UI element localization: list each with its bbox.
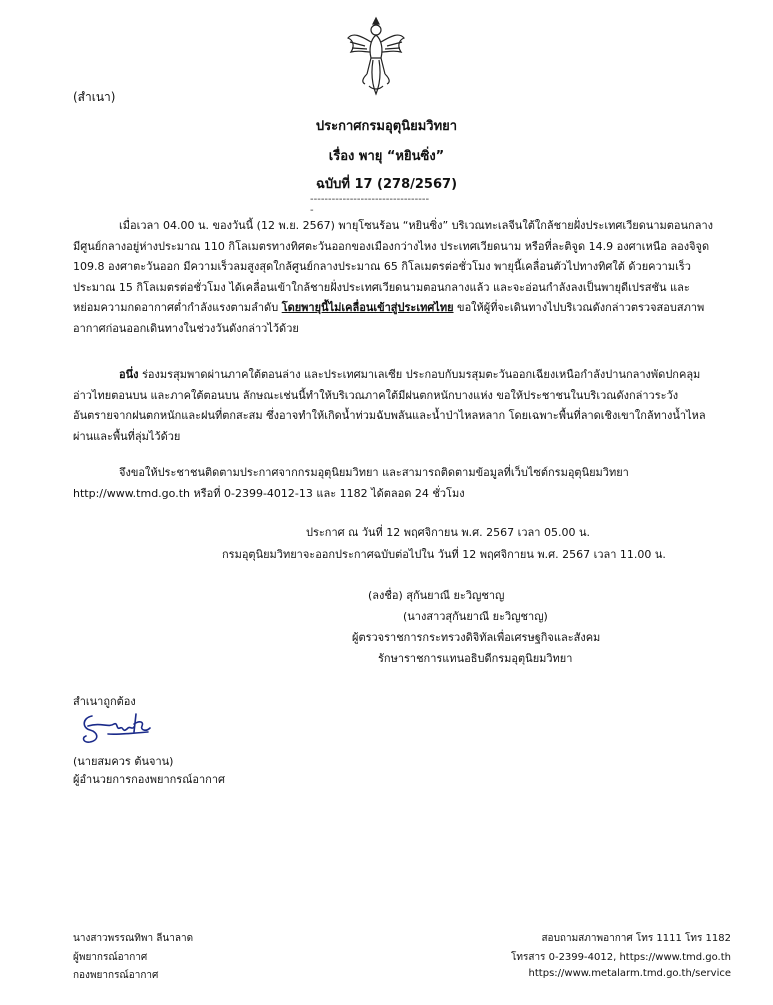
forecaster-division: กองพยากรณ์อากาศ: [73, 970, 159, 981]
announcement-date: ประกาศ ณ วันที่ 12 พฤศจิกายน พ.ศ. 2567 เวลา 05.00 น.: [306, 526, 590, 539]
copy-label: (สำเนา): [73, 90, 116, 104]
signatory-name: (นางสาวสุกันยาณี ยะวิญชาญ): [403, 610, 548, 623]
certified-label: สำเนาถูกต้อง: [73, 695, 136, 708]
subject-line: เรื่อง พายุ “หยินซิ่ง”: [328, 149, 445, 164]
handwritten-signature: [78, 708, 158, 746]
issue-number: ฉบับที่ 17 (278/2567): [315, 177, 458, 192]
contact-service-link[interactable]: https://www.metalarm.tmd.go.th/service: [528, 968, 731, 979]
forecaster-role: ผู้พยากรณ์อากาศ: [73, 952, 148, 963]
paragraph-text: จึงขอให้ประชาชนติดตามประกาศจากกรมอุตุนิยมวิทยา และสามารถติดตามข้อมูลที่เว็บไซต์กรมอุตุนิยมวิทยา http://www.tmd.go.th หรือที่ 0-2399-4012-13 และ 1182 ได้ตลอด 24 ชั่วโมง: [73, 466, 629, 500]
paragraph-text: เมื่อเวลา 04.00 น. ของวันนี้ (12 พ.ย. 2567) พายุโซนร้อน “หยินซิ่ง” บริเวณทะเลจีนใต้ใกล้ชายฝั่งประเทศเวียดนามตอนกลาง มีศูนย์กลางอยู่ห่างประมาณ 110 กิโลเมตรทางทิศตะวันออกของเมืองกว่างไหง ประเทศเวียดนาม หรือที่ละติจูด 14.9 องศาเหนือ ลองจิจูด 109.8 องศาตะวันออก มีความเร็วลมสูงสุดใกล้ศูนย์กลางประมาณ 65 กิโลเมตรต่อชั่วโมง พายุนี้เคลื่อนตัวไปทางทิศใต้ ด้วยความเร็วประมาณ 15 กิโลเมตรต่อชั่วโมง ได้เคลื่อนเข้าใกล้ชายฝั่งประเทศเวียดนามตอนกลางแล้ว และจะอ่อนกำลังลงเป็นพายุดีเปรสชัน และหย่อมความกดอากาศต่ำกำลังแรงตามลำดับ: [73, 219, 714, 315]
signatory-acting-position: รักษาราชการแทนอธิบดีกรมอุตุนิยมวิทยา: [378, 652, 573, 665]
forecaster-name: นางสาวพรรณทิพา ลีนาลาด: [73, 933, 194, 944]
paragraph-monsoon: [73, 365, 713, 447]
paragraph-tail: ขอให้ผู้ที่จะเดินทางไปบริเวณดังกล่าวตรวจสอบสภาพอากาศก่อนออกเดินทางในช่วงวันดังกล่าวไว้ด้วย: [73, 301, 705, 335]
contact-fax-web: โทรสาร 0-2399-4012, https://www.tmd.go.th: [511, 952, 731, 963]
signed-line: (ลงชื่อ) สุกันยาณี ยะวิญชาญ: [368, 589, 505, 602]
paragraph-lead: อนึ่ง: [119, 368, 139, 381]
certifier-position: ผู้อำนวยการกองพยากรณ์อากาศ: [73, 773, 226, 786]
signatory-position: ผู้ตรวจราชการกระทรวงดิจิทัลเพื่อเศรษฐกิจและสังคม: [352, 631, 601, 644]
emphasis-text: โดยพายุนี้ไม่เคลื่อนเข้าสู่ประเทศไทย: [281, 301, 454, 315]
paragraph-text: ร่องมรสุมพาดผ่านภาคใต้ตอนล่าง และประเทศมาเลเซีย ประกอบกับมรสุมตะวันออกเฉียงเหนือกำลังปานกลางพัดปกคลุมอ่าวไทยตอนบน และภาคใต้ตอนบน ลักษณะเช่นนี้ทำให้บริเวณภาคใต้มีฝนตกหนักบางแห่ง ขอให้ประชาชนในบริเวณดังกล่าวระวังอันตรายจากฝนตกหนักและฝนที่ตกสะสม ซึ่งอาจทำให้เกิดน้ำท่วมฉับพลันและน้ำป่าไหลหลาก โดยเฉพาะพื้นที่ลาดเชิงเขาใกล้ทางน้ำไหลผ่านและพื้นที่ลุ่มไว้ด้วย: [73, 368, 706, 443]
divider-rule: ----------------------------------: [310, 194, 430, 216]
certifier-name: (นายสมควร ต้นจาน): [73, 755, 174, 768]
contact-phone: สอบถามสภาพอากาศ โทร 1111 โทร 1182: [541, 933, 731, 944]
paragraph-storm-report: [73, 216, 713, 340]
paragraph-followup: [73, 463, 713, 504]
garuda-emblem-icon: [345, 12, 407, 98]
next-announcement: กรมอุตุนิยมวิทยาจะออกประกาศฉบับต่อไปใน วันที่ 12 พฤศจิกายน พ.ศ. 2567 เวลา 11.00 น.: [222, 548, 666, 561]
page-title: ประกาศกรมอุตุนิยมวิทยา: [315, 119, 458, 134]
